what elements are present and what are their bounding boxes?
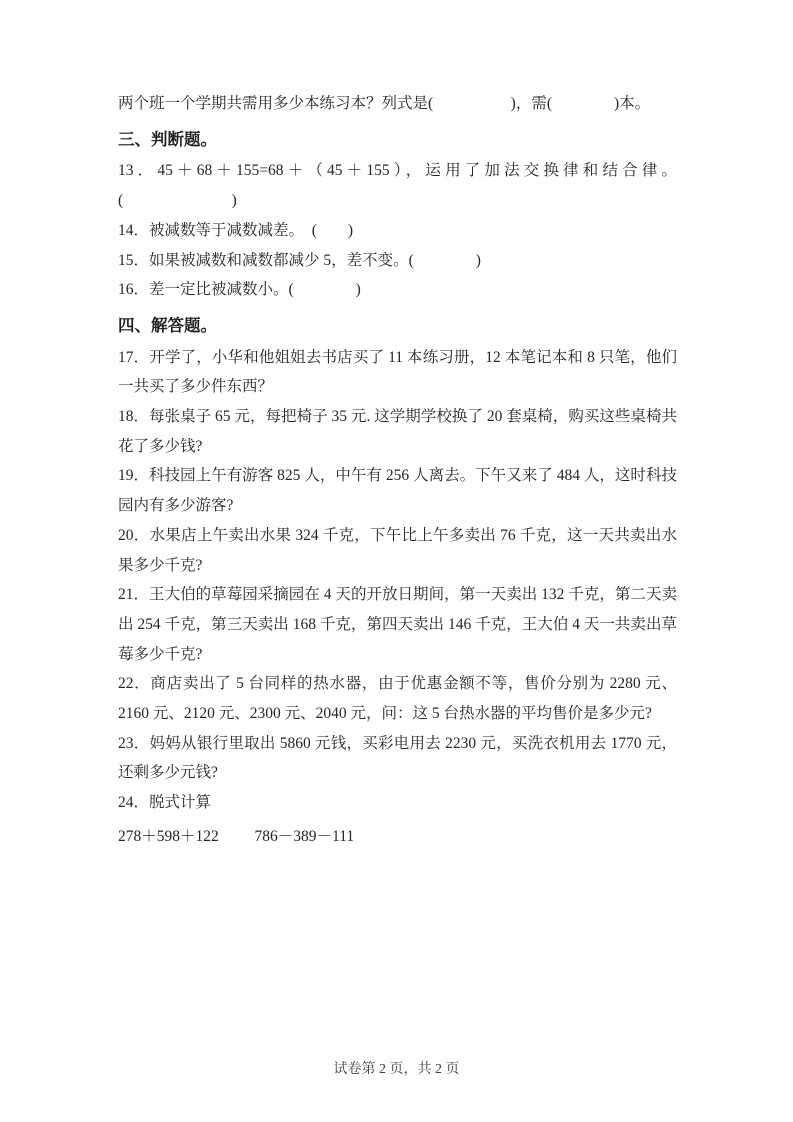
question-24: 24．脱式计算 bbox=[118, 794, 212, 812]
calc-expression-1: 278＋598＋122 bbox=[118, 827, 219, 845]
calc-expression-2: 786－389－111 bbox=[254, 827, 355, 845]
question-17: 17．开学了，小华和他姐姐去书店买了 11 本练习册，12 本笔记本和 8 只笔，他们一共买了多少件东西？ bbox=[118, 348, 677, 396]
section-3-heading: 三、判断题。 bbox=[118, 130, 217, 149]
question-20: 20．水果店上午卖出水果 324 千克，下午比上午多卖出 76 千克，这一天共卖出水果多少千克? bbox=[118, 526, 677, 574]
page-footer: 试卷第 2 页，共 2 页 bbox=[333, 1062, 460, 1077]
question-13: 13．45＋68＋155=68＋（45＋155），运用了加法交换律和结合律。( ) bbox=[118, 162, 677, 210]
question-16: 16．差一定比被减数小。( ) bbox=[118, 281, 361, 299]
question-15: 15．如果被减数和减数都减少 5，差不变。( ) bbox=[118, 251, 481, 269]
question-23: 23．妈妈从银行里取出 5860 元钱，买彩电用去 2230 元，买洗衣机用去 1770 元，还剩多少元钱? bbox=[118, 734, 677, 782]
question-12-continuation-line: 两个班一个学期共需用多少本练习本？列式是( )，需( )本。 bbox=[118, 95, 651, 112]
question-21: 21．王大伯的草莓园采摘园在 4 天的开放日期间，第一天卖出 132 千克，第二天卖出 254 千克，第三天卖出 168 千克，第四天卖出 146 千克，王大伯 4 天一共卖出草莓多少千克? bbox=[118, 586, 677, 663]
question-14: 14．被减数等于减数减差。 ( ) bbox=[118, 221, 354, 239]
calculation-row bbox=[118, 822, 677, 852]
exam-content bbox=[118, 89, 677, 852]
question-18: 18．每张桌子 65 元，每把椅子 35 元. 这学期学校换了 20 套桌椅，购买这些桌椅共花了多少钱? bbox=[118, 408, 677, 455]
question-22: 22．商店卖出了 5 台同样的热水器，由于优惠金额不等，售价分别为 2280 元、2160 元、2120 元、2300 元、2040 元，问：这 5 台热水器的平均售价是多少元? bbox=[118, 675, 677, 723]
question-19: 19．科技园上午有游客 825 人，中午有 256 人离去。下午又来了 484 人，这时科技园内有多少游客? bbox=[118, 467, 677, 515]
section-4-heading: 四、解答题。 bbox=[118, 316, 217, 335]
